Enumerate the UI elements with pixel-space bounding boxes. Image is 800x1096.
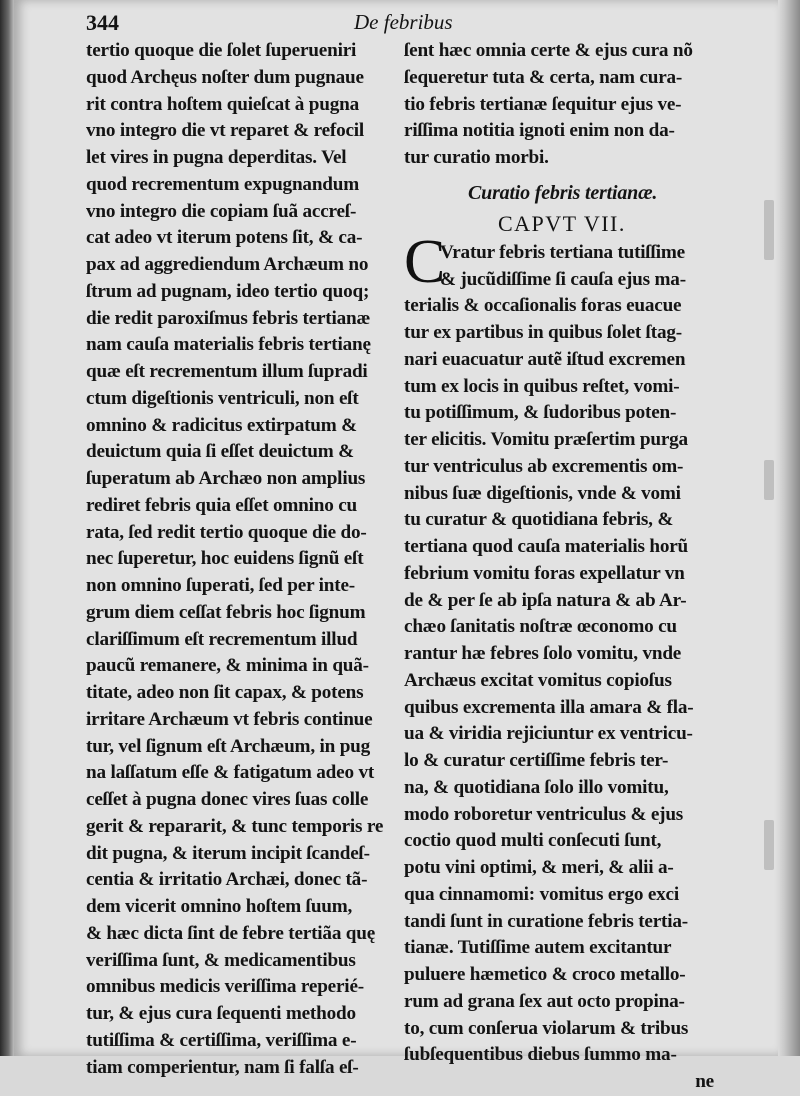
text-line: rantur hæ febres ſolo vomitu, vnde [404,643,682,664]
text-line: nibus ſuæ digeſtionis, vnde & vomi [404,482,681,504]
text-line: tertiana quod cauſa materialis horũ [404,536,689,557]
text-line: rum ad grana ſex aut octo propina- [404,990,685,1012]
text-line: to, cum conſerua violarum & tribus [404,1017,689,1039]
chapter-heading: CAPVT VII. [498,210,626,236]
text-line: vno integro die vt reparet & refocil [86,120,365,142]
right-column-body-text [404,240,714,1069]
scan-edge-right [778,0,800,1056]
catchword: ne [695,1071,714,1092]
text-line: pax ad aggrediendum Archæum no [86,254,369,275]
text-line: irritare Archæum vt febris continue [86,708,373,730]
text-line: nec ſuperetur, hoc euidens ſignũ eſt [86,548,364,570]
text-line: tu curatur & quotidiana febris, & [404,509,674,531]
running-head [86,10,706,38]
text-line: tio febris tertianæ ſequitur ejus ve- [404,93,682,115]
text-line: na, & quotidiana ſolo illo vomitu, [404,776,669,798]
right-column [404,38,714,1096]
text-line: ter elicitis. Vomitu præſertim purga [404,429,688,450]
text-line: rit contra hoſtem quieſcat à pugna [86,93,360,115]
text-line: puluere hæmetico & croco metallo- [404,964,686,985]
text-line: vno integro die copiam ſuã accreſ- [86,200,357,222]
right-column-top-text [404,38,714,172]
page-number: 344 [86,10,119,35]
text-line: nari euacuatur autẽ iſtud excremen [404,348,686,370]
text-line: veriſſima ſunt, & medicamentibus [86,949,356,971]
text-line: tur curatio morbi. [404,147,549,168]
text-line: tiam comperientur, nam ſi falſa eſ- [86,1056,359,1078]
text-line: ſent hæc omnia certe & ejus cura nõ [404,40,693,61]
text-line: paucũ remanere, & minima in quã- [86,655,369,677]
text-line: potu vini optimi, & meri, & alii a- [404,857,674,878]
scan-edge-left [0,0,14,1056]
text-line: centia & irritatio Archæi, donec tã- [86,869,368,891]
text-line: omnibus medicis veriſſima reperié- [86,976,364,998]
text-line: de & per ſe ab ipſa natura & ab Ar- [404,589,687,611]
text-line: clariſſimum eſt recrementum illud [86,628,358,650]
text-line: terialis & occaſionalis foras euacue [404,295,682,317]
text-line: febrium vomitu foras expellatur vn [404,562,685,584]
text-line: ſubſequentibus diebus ſummo ma- [404,1044,677,1066]
text-line: tu potiſſimum, & ſudoribus poten- [404,402,677,424]
text-line: dem vicerit omnino hoſtem ſuum, [86,896,353,917]
text-line: ſtrum ad pugnam, ideo tertio quoq; [86,280,370,302]
text-line: ceſſet à pugna donec vires ſuas colle [86,789,369,810]
text-line: rata, ſed redit tertio quoque die do- [86,521,367,543]
text-line: qua cinnamomi: vomitus ergo exci [404,883,679,905]
text-line: non omnino ſuperati, ſed per inte- [86,575,355,596]
text-line: Archæus excitat vomitus copioſus [404,669,672,691]
text-line: & hæc dicta ſint de febre tertiãa quę [86,922,376,944]
ink-bleed-mark [764,200,774,260]
text-line: quibus excrementa illa amara & fla- [404,696,694,718]
text-line: tur ventriculus ab excrementis om- [404,455,684,477]
text-line: deuictum quia ſi eſſet deuictum & [86,441,354,463]
text-line: ctum digeſtionis ventriculi, non eſt [86,387,359,409]
section-heading: Curatio febris tertianæ. [468,181,658,204]
text-line: rediret febris quia eſſet omnino cu [86,494,358,516]
text-line: modo roboretur ventriculus & ejus [404,803,684,825]
text-line: cat adeo vt iterum potens ſit, & ca- [86,227,363,249]
text-line: riſſima notitia ignoti enim non da- [404,120,675,142]
text-line: coctio quod multi conſecuti ſunt, [404,830,662,852]
text-line: ua & viridia rejiciuntur ex ventricu- [404,723,693,745]
left-column [86,38,398,1081]
text-line: na laſſatum eſſe & fatigatum adeo vt [86,762,375,784]
text-line: omnino & radicitus extirpatum & [86,414,357,436]
text-line: tutiſſima & certiſſima, veriſſima e- [86,1029,357,1051]
text-line: tur, & ejus cura ſequenti methodo [86,1003,356,1024]
drop-initial: C [404,228,446,296]
text-line: Vratur febris tertiana tutiſſime [440,241,685,263]
text-line: grum diem ceſſat febris hoc ſignum [86,601,366,623]
text-line: let vires in pugna deperditas. Vel [86,147,347,168]
text-line: tianæ. Tutiſſime autem excitantur [404,937,672,959]
text-line: quæ eſt recrementum illum ſupradi [86,361,368,382]
text-line: quod recrementum expugnandum [86,173,360,195]
text-line: dit pugna, & iterum incipit ſcandeſ- [86,842,370,864]
text-line: tur, vel ſignum eſt Archæum, in pug [86,735,371,757]
text-line: chæo ſanitatis noſtræ œconomo cu [404,616,677,638]
text-line: & jucũdiſſime ſi cauſa ejus ma- [440,268,686,290]
text-line: tum ex locis in quibus reſtet, vomi- [404,375,680,397]
text-line: tur ex partibus in quibus ſolet ſtag- [404,322,682,343]
text-line: lo & curatur certiſſime febris ter- [404,750,669,771]
text-line: nam cauſa materialis febris tertianę [86,334,371,356]
text-line: ſuperatum ab Archæo non amplius [86,468,366,489]
running-title: De febribus [354,10,453,34]
text-line: ſequeretur tuta & certa, nam cura- [404,66,683,88]
text-line: die redit paroxiſmus febris tertianæ [86,307,371,329]
text-line: quod Archęus noſter dum pugnaue [86,66,364,88]
ink-bleed-mark [764,460,774,500]
text-line: tandi ſunt in curatione febris tertia- [404,910,688,932]
text-line: titate, adeo non ſit capax, & potens [86,682,364,703]
text-line: tertio quoque die ſolet ſuperueniri [86,40,357,61]
ink-bleed-mark [764,820,774,870]
text-line: gerit & repararit, & tunc temporis re [86,815,384,837]
